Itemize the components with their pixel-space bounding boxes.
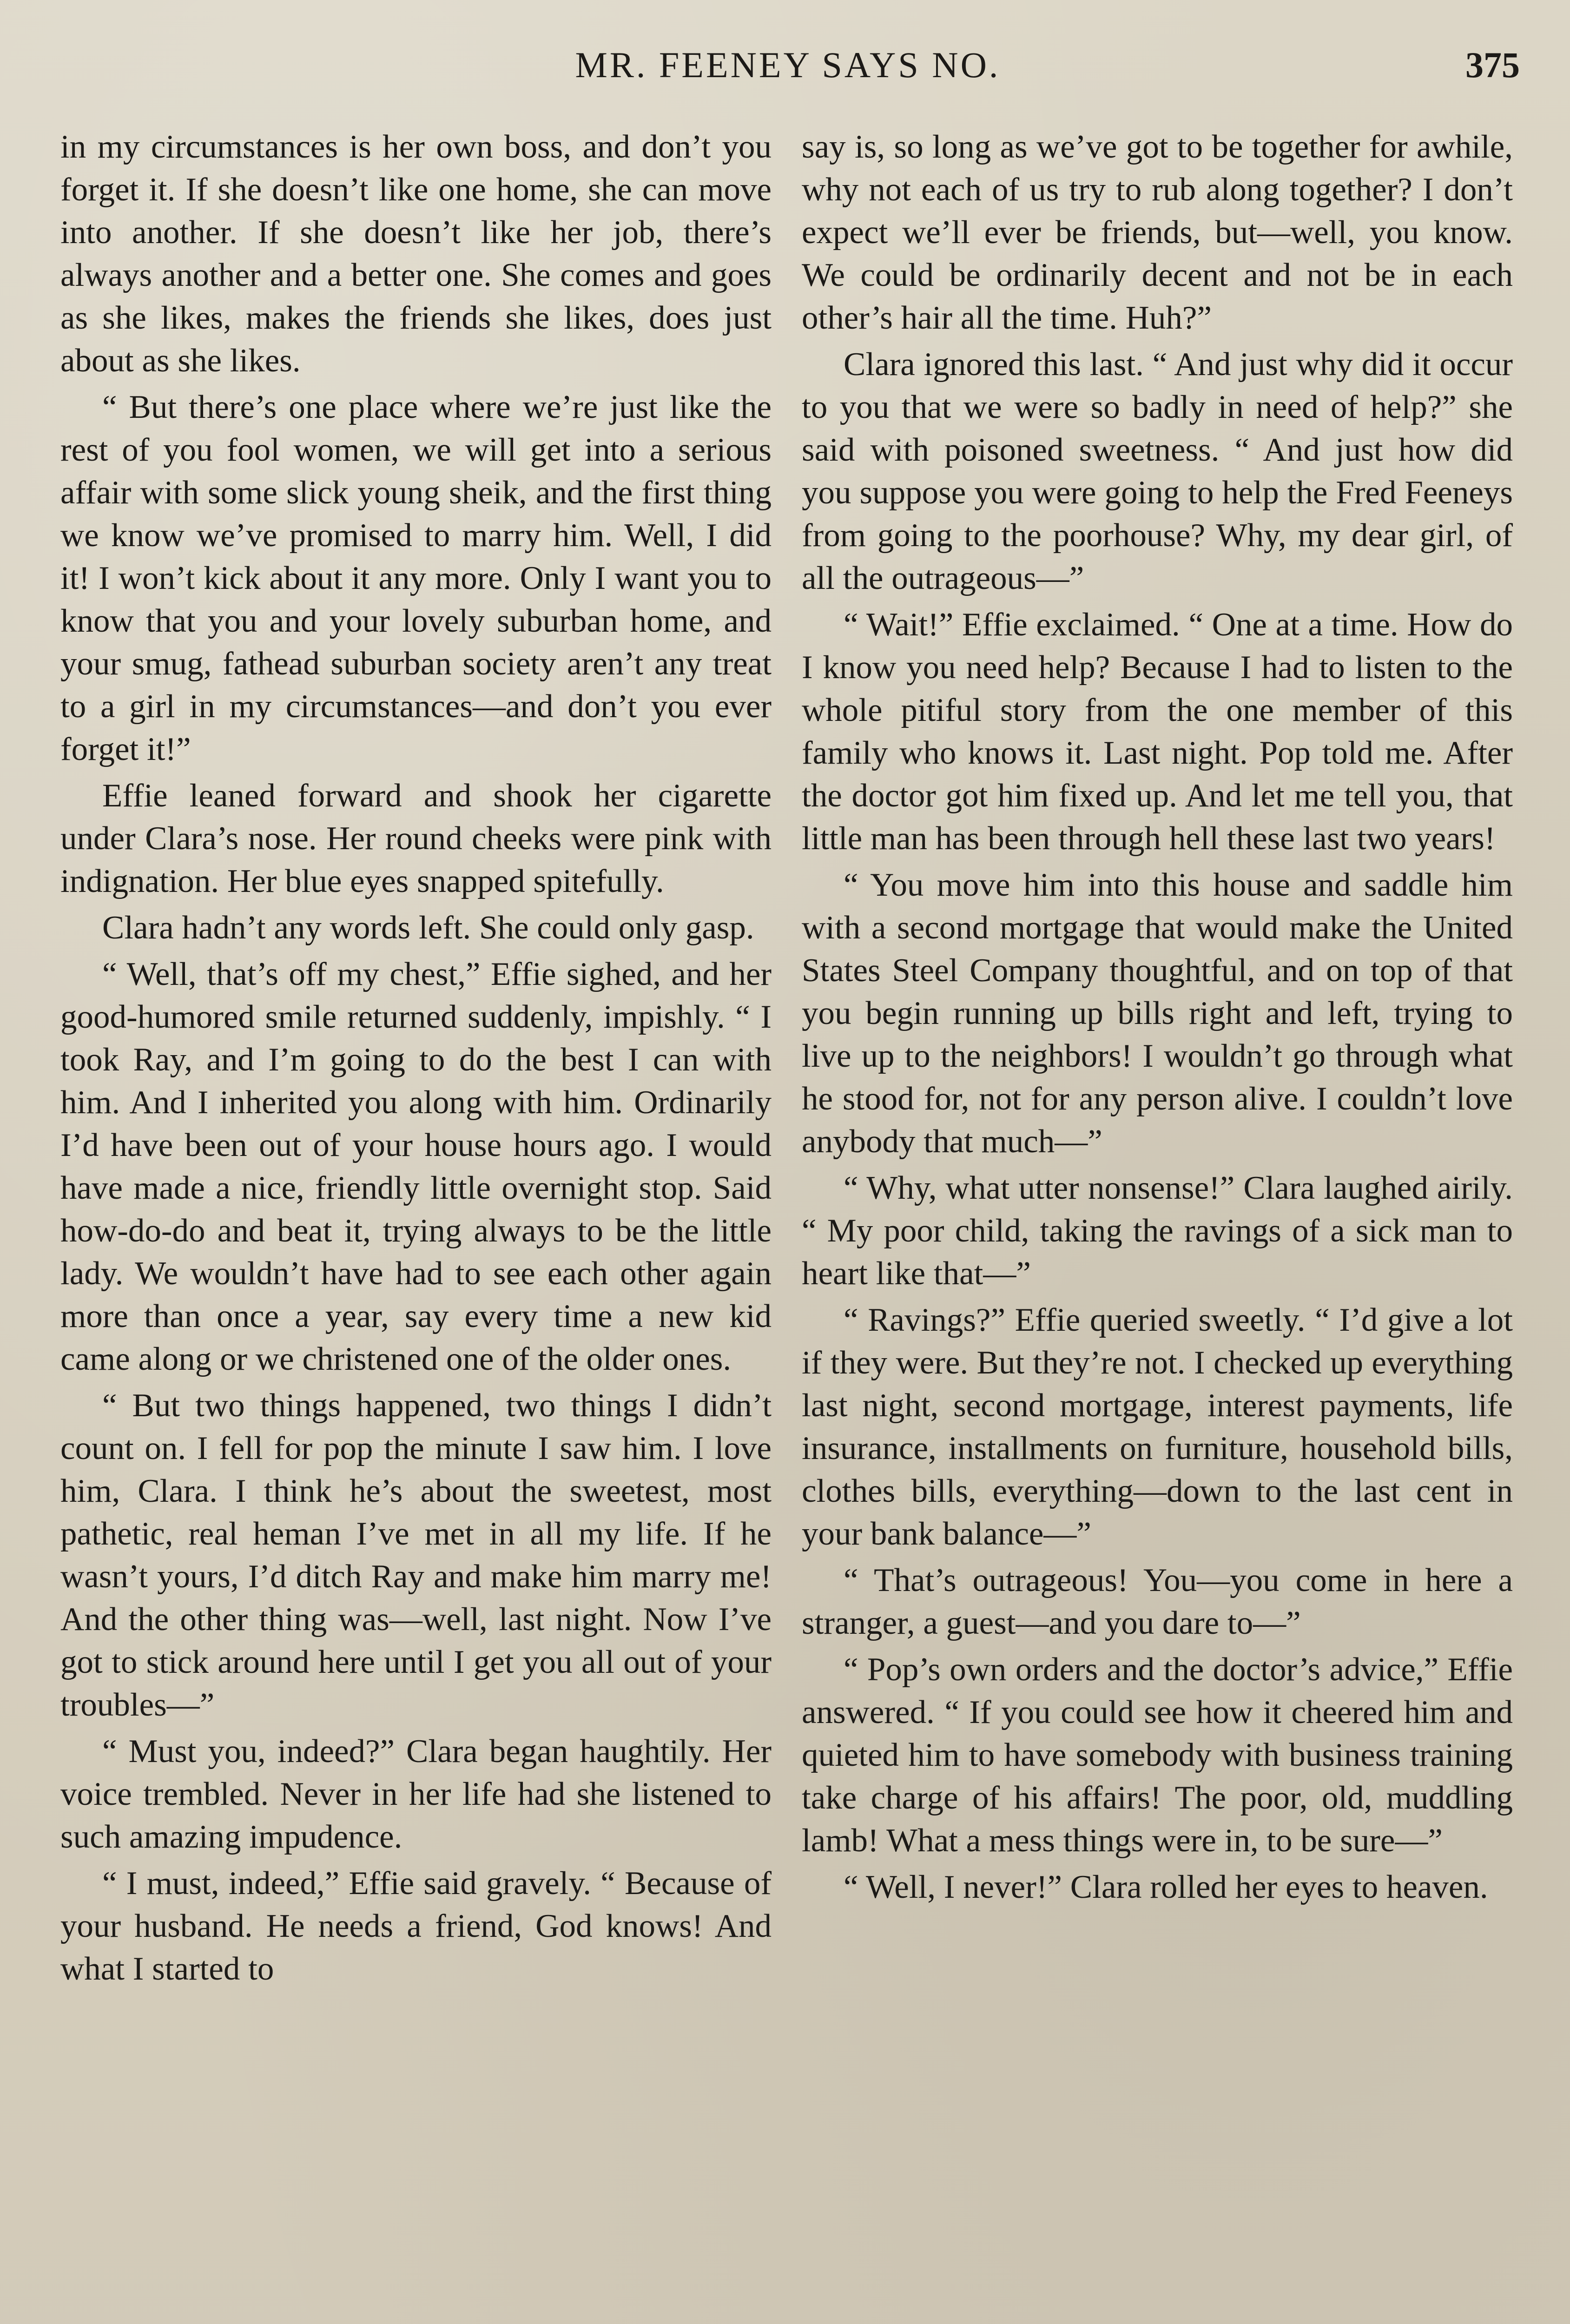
paragraph: say is, so long as we’ve got to be together for awhile, why not each of us try to rub along together? I don’t expect we’ll ever be friends, but—well, you know. We could be ordinarily decent and not be in each other’s hair all the time. Huh?” [802, 129, 1513, 336]
paragraph: “ But there’s one place where we’re just like the rest of you fool women, we will get into a serious affair with some slick young sheik, and the first thing we know we’ve promised to marry him. Well, I did it! I won’t kick about it any more. Only I want you to know that you and your lovely suburban home, and your smug, fathead suburban society aren’t any treat to a girl in my circumstances—and don’t you ever forget it!” [60, 389, 772, 767]
paragraph: “ Wait!” Effie exclaimed. “ One at a time. How do I know you need help? Because I had to listen to the whole pitiful story from the one member of this family who knows it. Last night. Pop told me. After the doctor got him fixed up. And let me tell you, that little man has been through hell these last two years! [802, 607, 1513, 857]
page-number: 375 [1465, 45, 1520, 85]
paragraph: “ Well, I never!” Clara rolled her eyes to heaven. [844, 1869, 1488, 1905]
paragraph: “ Why, what utter nonsense!” Clara laughed airily. “ My poor child, taking the ravings of a sick man to heart like that—” [802, 1170, 1513, 1292]
paragraph: “ Pop’s own orders and the doctor’s advice,” Effie answered. “ If you could see how it cheered him and quieted him to have somebody with business training take charge of his affairs! The poor, old, muddling lamb! What a mess things were in, to be sure—” [802, 1651, 1513, 1859]
paragraph: “ Ravings?” Effie queried sweetly. “ I’d give a lot if they were. But they’re not. I checked up everything last night, second mortgage, interest payments, life insurance, installments on furniture, household bills, clothes bills, everything—down to the last cent in your bank balance—” [802, 1302, 1513, 1552]
paragraph: “ I must, indeed,” Effie said gravely. “ Because of your husband. He needs a friend, God knows! And what I started to [60, 1865, 772, 1987]
paragraph: “ You move him into this house and saddle him with a second mortgage that would make the United States Steel Company thoughtful, and on top of that you begin running up bills right and left, trying to live up to the neighbors! I wouldn’t go through what he stood for, not for any person alive. I couldn’t love anybody that much—” [802, 867, 1513, 1160]
right-column [802, 125, 1513, 1908]
left-column [60, 125, 772, 1990]
paragraph: in my circumstances is her own boss, and don’t you forget it. If she doesn’t like one home, she can move into another. If she doesn’t like her job, there’s always another and a better one. She comes and goes as she likes, makes the friends she likes, does just about as she likes. [60, 129, 772, 379]
paragraph: “ Must you, indeed?” Clara began haughtily. Her voice trembled. Never in her life had she listened to such amazing impudence. [60, 1733, 772, 1855]
running-head: MR. FEENEY SAYS NO. [575, 45, 1001, 85]
paragraph: “ Well, that’s off my chest,” Effie sighed, and her good-humored smile returned suddenly, impishly. “ I took Ray, and I’m going to do the best I can with him. And I inherited you along with him. Ordinarily I’d have been out of your house hours ago. I would have made a nice, friendly little overnight stop. Said how-do-do and beat it, trying always to be the little lady. We wouldn’t have had to see each other again more than once a year, say every time a new kid came along or we christened one of the older ones. [60, 956, 772, 1377]
paragraph: Clara ignored this last. “ And just why did it occur to you that we were so badly in need of help?” she said with poisoned sweetness. “ And just how did you suppose you were going to help the Fred Feeneys from going to the poorhouse? Why, my dear girl, of all the outrageous—” [802, 346, 1513, 596]
paragraph: Clara hadn’t any words left. She could only gasp. [102, 910, 754, 946]
paragraph: Effie leaned forward and shook her cigarette under Clara’s nose. Her round cheeks were pink with indignation. Her blue eyes snapped spitefully. [60, 778, 772, 899]
paragraph: “ But two things happened, two things I didn’t count on. I fell for pop the minute I saw him. I love him, Clara. I think he’s about the sweetest, most pathetic, real heman I’ve met in all my life. If he wasn’t yours, I’d ditch Ray and make him marry me! And the other thing was—well, last night. Now I’ve got to stick around here until I get you all out of your troubles—” [60, 1387, 772, 1723]
page-header [56, 44, 1520, 100]
paragraph: “ That’s outrageous! You—you come in here a stranger, a guest—and you dare to—” [802, 1562, 1513, 1641]
